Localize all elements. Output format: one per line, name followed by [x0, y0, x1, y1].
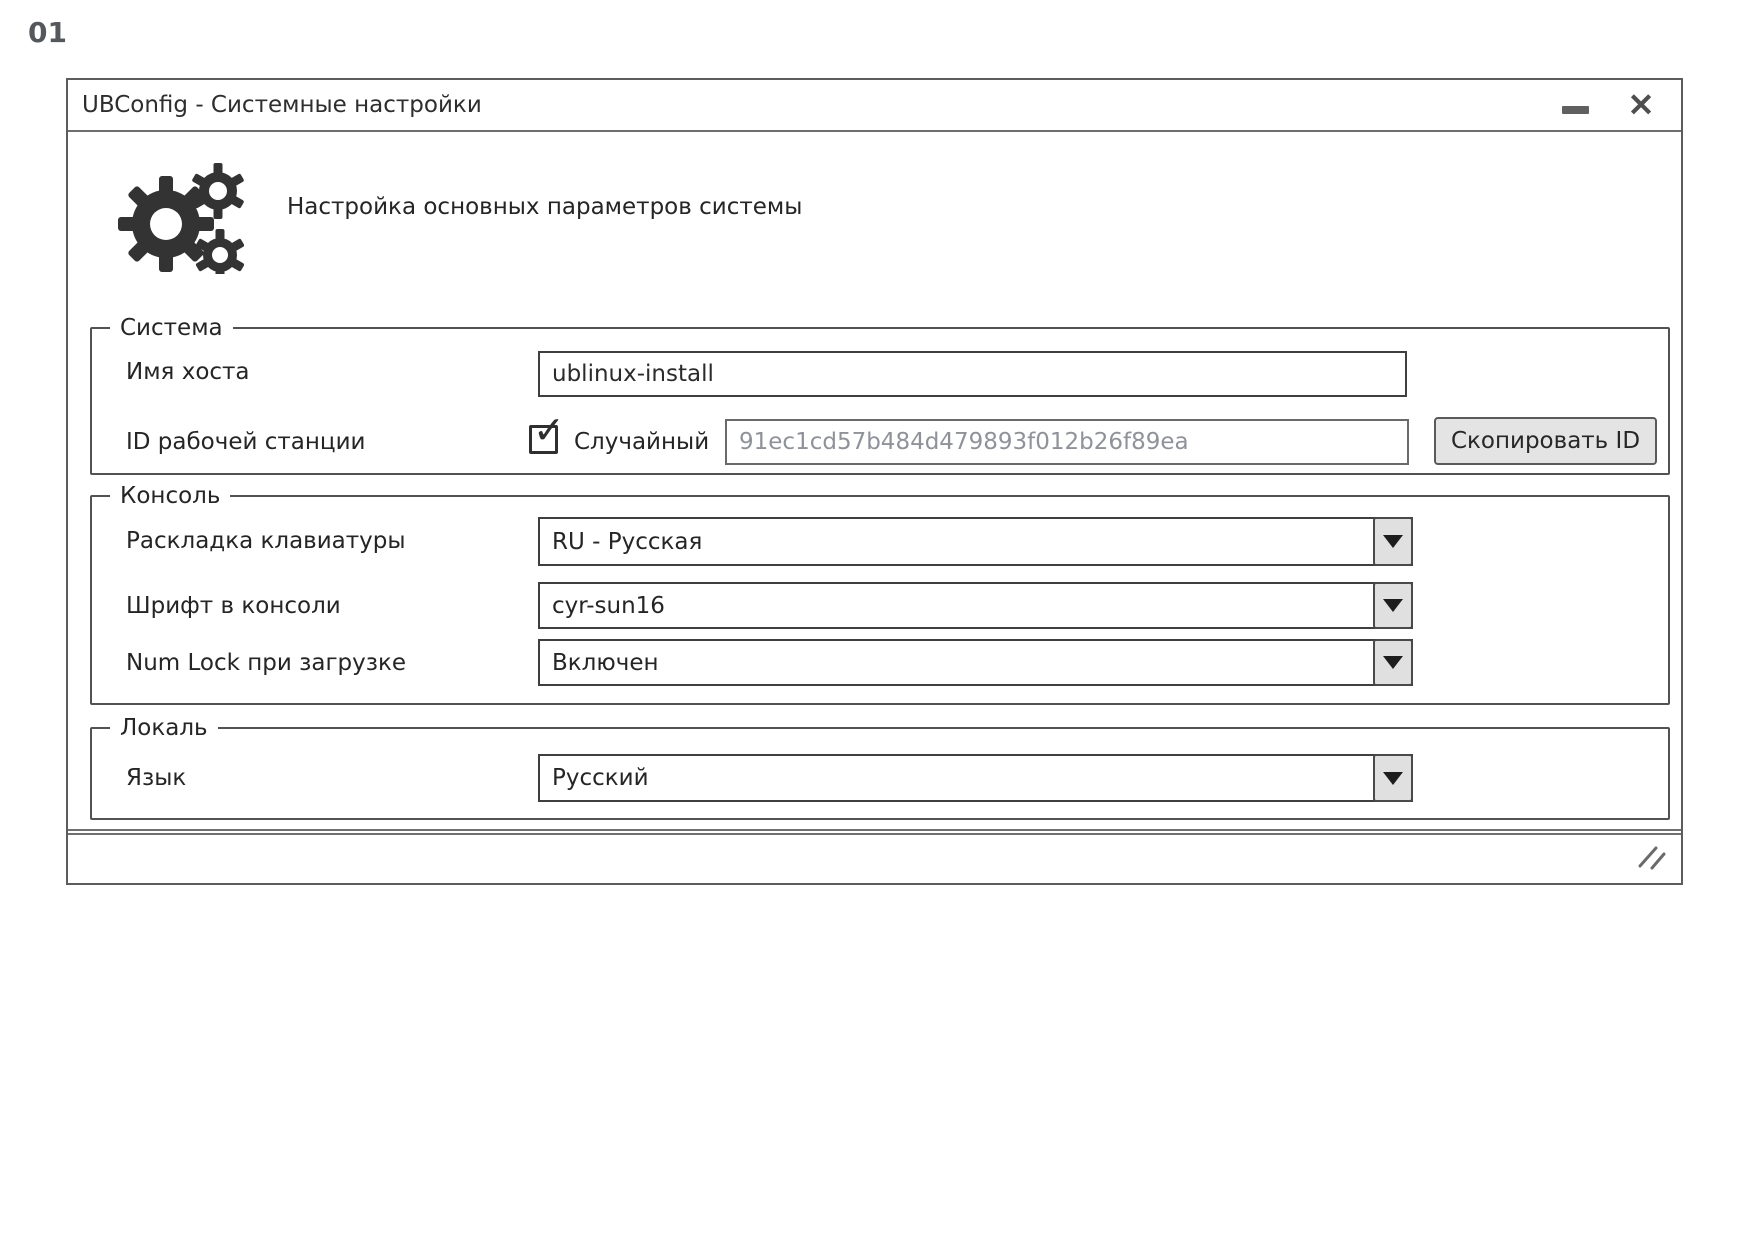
chevron-down-icon [1383, 535, 1403, 548]
minimize-icon [1562, 106, 1589, 114]
copy-id-button[interactable]: Скопировать ID [1434, 417, 1657, 465]
system-group [90, 315, 1670, 475]
close-icon: ✕ [1627, 87, 1655, 123]
hostname-label: Имя хоста [126, 359, 250, 385]
chevron-down-icon [1383, 599, 1403, 612]
random-id-checkbox[interactable] [529, 408, 565, 454]
random-id-label[interactable]: Случайный [574, 429, 710, 455]
figure-label: 01 [28, 16, 67, 49]
language-dropdown-arrow[interactable] [1373, 754, 1413, 802]
resize-grip[interactable] [1637, 845, 1667, 875]
console-group-legend: Консоль [110, 481, 230, 511]
close-button[interactable] [1619, 80, 1663, 130]
chevron-down-icon [1383, 772, 1403, 785]
numlock-dropdown-arrow[interactable] [1373, 639, 1413, 686]
console-font-label: Шрифт в консоли [126, 593, 341, 619]
console-font-value: cyr-sun16 [552, 592, 665, 619]
numlock-value: Включен [552, 649, 659, 676]
ubconfig-window [66, 78, 1683, 885]
console-font-select[interactable] [538, 582, 1413, 629]
system-group-legend: Система [110, 313, 233, 343]
locale-group-legend: Локаль [110, 713, 218, 743]
status-bar [68, 833, 1681, 883]
gears-icon [114, 162, 244, 278]
console-group [90, 483, 1670, 705]
workstation-id-input[interactable] [725, 419, 1409, 465]
keyboard-layout-select[interactable] [538, 517, 1413, 566]
window-titlebar [68, 80, 1681, 132]
keyboard-layout-value: RU - Русская [552, 528, 703, 555]
hostname-input[interactable] [538, 351, 1407, 397]
checkmark-icon: ✓ [533, 408, 565, 452]
keyboard-layout-label: Раскладка клавиатуры [126, 528, 406, 554]
window-title: UBConfig - Системные настройки [82, 92, 482, 118]
locale-group [90, 715, 1670, 820]
dialog-subtitle: Настройка основных параметров системы [287, 194, 803, 220]
minimize-button[interactable] [1555, 80, 1595, 130]
dialog-content [68, 132, 1681, 831]
workstation-id-label: ID рабочей станции [126, 429, 366, 455]
language-select[interactable] [538, 754, 1413, 802]
numlock-label: Num Lock при загрузке [126, 650, 407, 676]
console-font-dropdown-arrow[interactable] [1373, 582, 1413, 629]
language-value: Русский [552, 765, 649, 791]
language-label: Язык [126, 765, 187, 791]
numlock-select[interactable] [538, 639, 1413, 686]
keyboard-layout-dropdown-arrow[interactable] [1373, 517, 1413, 566]
chevron-down-icon [1383, 656, 1403, 669]
